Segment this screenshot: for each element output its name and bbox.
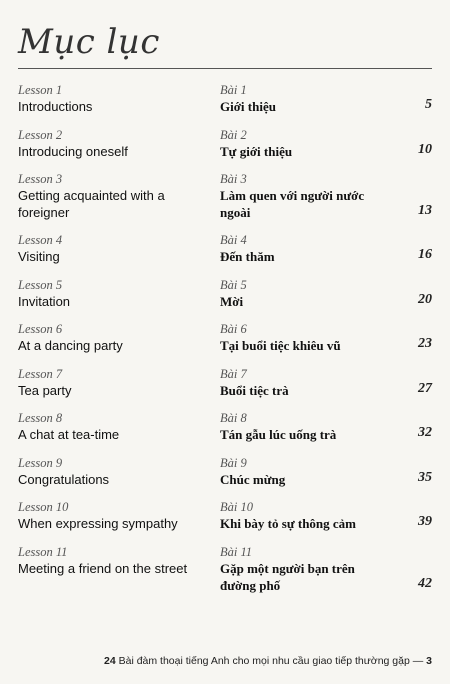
page-number: 13 [418,203,432,218]
lesson-title: Visiting [18,249,60,264]
footer-book-number: 24 [104,655,116,667]
bai-number: Bài 9 [220,455,247,470]
bai-number: Bài 11 [220,544,253,559]
lesson-title: At a dancing party [18,338,123,353]
page-number: 20 [418,291,432,307]
footer-book-title: Bài đàm thoại tiếng Anh cho mọi nhu cầu giao tiếp thường gặp — [118,655,424,667]
lesson-title: Meeting a friend on the street [18,560,188,576]
title-divider [18,68,432,69]
bai-title: Gặp một người bạn trên đường phố [220,560,355,593]
bai-number: Bài 3 [220,172,247,186]
lesson-title: Getting acquainted with a foreigner [18,188,165,220]
bai-number: Bài 2 [220,127,247,142]
lesson-number: Lesson 1 [18,83,63,97]
toc-entry-8[interactable] [18,410,432,455]
toc-entry-11[interactable] [18,544,432,605]
lesson-number: Lesson 9 [18,455,63,470]
bai-title: Tán gẫu lúc uống trà [220,427,337,442]
page-number: 32 [418,425,432,440]
lesson-number: Lesson 11 [18,544,68,559]
toc-entry-3[interactable] [18,171,432,232]
lesson-title: Tea party [18,382,72,398]
table-of-contents [18,82,432,605]
bai-title: Buổi tiệc trà [220,382,289,398]
bai-number: Bài 8 [220,411,247,425]
lesson-number: Lesson 5 [18,277,63,292]
bai-title: Chúc mừng [220,471,286,487]
toc-entry-2[interactable] [18,127,432,172]
bai-title: Mời [220,293,244,309]
page-number: 27 [418,380,432,396]
page-title: Mục lục [18,22,160,62]
lesson-number: Lesson 7 [18,366,63,381]
bai-title: Khi bày tỏ sự thông cảm [220,516,357,531]
lesson-title: A chat at tea-time [18,427,120,442]
page-number: 10 [418,141,432,157]
footer-page-number: 3 [426,655,432,667]
bai-number: Bài 7 [220,366,247,381]
bai-title: Tại buổi tiệc khiêu vũ [220,338,341,353]
page-footer [104,655,432,667]
bai-title: Đến thăm [220,249,275,264]
page-number: 23 [418,336,432,351]
lesson-title: Congratulations [18,471,110,487]
bai-number: Bài 6 [220,322,247,336]
page-number: 16 [418,247,432,262]
toc-entry-5[interactable] [18,277,432,322]
bai-title: Giới thiệu [220,99,276,114]
lesson-title: Introductions [18,99,93,114]
lesson-number: Lesson 6 [18,322,63,336]
toc-entry-1[interactable] [18,82,432,127]
lesson-number: Lesson 3 [18,172,63,186]
bai-number: Bài 10 [220,500,253,514]
toc-entry-9[interactable] [18,455,432,500]
lesson-number: Lesson 2 [18,127,63,142]
bai-title: Làm quen với người nước ngoài [220,188,365,220]
page-number: 35 [418,469,432,485]
page-number: 42 [418,575,432,591]
toc-entry-4[interactable] [18,232,432,277]
lesson-title: Introducing oneself [18,143,128,159]
toc-entry-7[interactable] [18,366,432,411]
lesson-number: Lesson 10 [18,500,69,514]
lesson-title: When expressing sympathy [18,516,178,531]
page-number: 5 [425,97,432,112]
page-number: 39 [418,514,432,529]
lesson-title: Invitation [18,293,71,309]
toc-entry-6[interactable] [18,321,432,366]
lesson-number: Lesson 4 [18,233,63,247]
bai-title: Tự giới thiệu [220,143,293,159]
bai-number: Bài 4 [220,233,247,247]
bai-number: Bài 1 [220,83,247,97]
bai-number: Bài 5 [220,277,247,292]
lesson-number: Lesson 8 [18,411,63,425]
toc-entry-10[interactable] [18,499,432,544]
